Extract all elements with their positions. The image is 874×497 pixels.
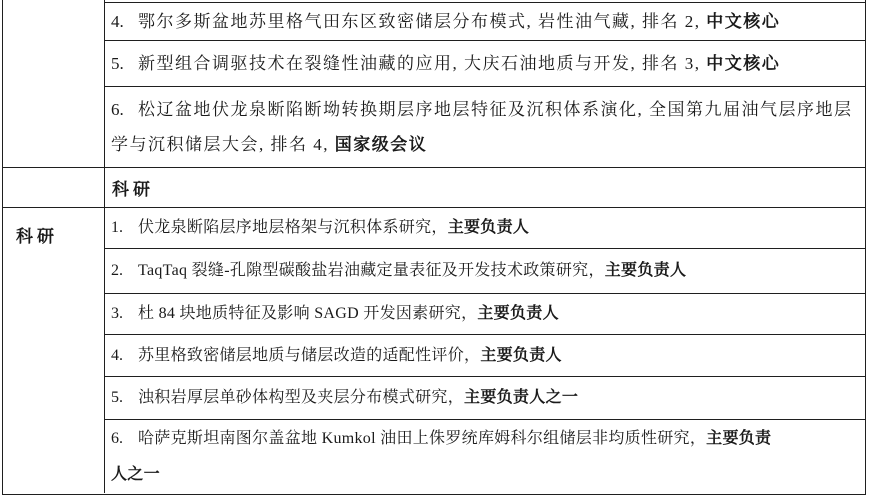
item-number: 4.: [111, 11, 124, 31]
research-item: [105, 420, 865, 493]
research-list: [105, 208, 865, 493]
item-title: 浊积岩厚层单砂体构型及夹层分布模式研究，: [138, 389, 465, 406]
research-text: [111, 253, 686, 289]
item-highlight: 主要负责: [706, 429, 772, 447]
item-highlight: 主要负责人: [477, 305, 559, 322]
item-highlight: 主要负责人: [447, 219, 530, 236]
item-highlight: 国家级会议: [334, 134, 428, 154]
item-highlight: 中文核心: [706, 53, 781, 73]
item-number: 6.: [111, 429, 123, 447]
item-title: 鄂尔多斯盆地苏里格气田东区致密储层分布模式, 岩性油气藏, 排名 2,: [138, 11, 707, 31]
item-number: 2.: [111, 262, 123, 279]
section-header-band: [3, 168, 865, 208]
publication-text: [111, 4, 780, 39]
research-item: [105, 208, 865, 249]
research-item: [105, 377, 865, 420]
item-highlight-wrap: 人之一: [111, 465, 160, 483]
item-title: 松辽盆地伏龙泉断陷断坳转换期层序地层特征及沉积体系演化, 全国第九届油气层序地层: [138, 99, 853, 119]
section-header-cell: [105, 168, 865, 207]
section-header-left-cell-empty: [3, 168, 105, 207]
publication-text: [111, 46, 780, 81]
item-number: 6.: [111, 99, 124, 119]
item-number: 1.: [111, 219, 123, 236]
research-text: [111, 296, 559, 332]
section-header-label: 科研: [112, 180, 154, 199]
item-highlight: 主要负责人: [480, 346, 562, 364]
item-highlight: 中文核心: [706, 11, 781, 31]
item-title: 新型组合调驱技术在裂缝性油藏的应用, 大庆石油地质与开发, 排名 3,: [138, 53, 707, 73]
research-text: [111, 380, 578, 416]
item-number: 4.: [111, 346, 123, 364]
publications-list: [105, 2, 865, 167]
publication-text: [111, 92, 853, 162]
publication-item: [105, 41, 865, 87]
publication-item: [105, 3, 865, 41]
research-text: [111, 210, 529, 246]
item-number: 3.: [111, 305, 123, 322]
item-title: TaqTaq 裂缝-孔隙型碳酸盐岩油藏定量表征及开发技术政策研究，: [138, 262, 605, 279]
item-number: 5.: [111, 389, 123, 406]
item-title: 杜 84 块地质特征及影响 SAGD 开发因素研究，: [138, 305, 478, 322]
research-item: [105, 294, 865, 335]
item-title: 伏龙泉断陷层序地层格架与沉积体系研究，: [138, 219, 448, 236]
research-item: [105, 249, 865, 294]
item-title: 苏里格致密储层地质与储层改造的适配性评价，: [138, 346, 481, 364]
publications-label-cell-empty: [3, 0, 105, 167]
research-row-label-cell: [3, 208, 105, 493]
item-highlight: 主要负责人: [604, 262, 687, 279]
research-text: [111, 338, 562, 374]
research-text: [111, 421, 771, 493]
research-row-label: 科研: [16, 227, 58, 246]
publication-item: [105, 87, 865, 167]
item-highlight: 主要负责人之一: [464, 389, 579, 406]
item-title-wrap: 学与沉积储层大会, 排名 4,: [111, 134, 335, 154]
cv-table: [2, 0, 866, 495]
item-number: 5.: [111, 53, 124, 73]
item-title: 哈萨克斯坦南图尔盖盆地 Kumkol 油田上侏罗统库姆科尔组储层非均质性研究，: [138, 429, 707, 447]
research-band: [3, 208, 865, 493]
publications-band: [3, 0, 865, 168]
research-item: [105, 335, 865, 377]
